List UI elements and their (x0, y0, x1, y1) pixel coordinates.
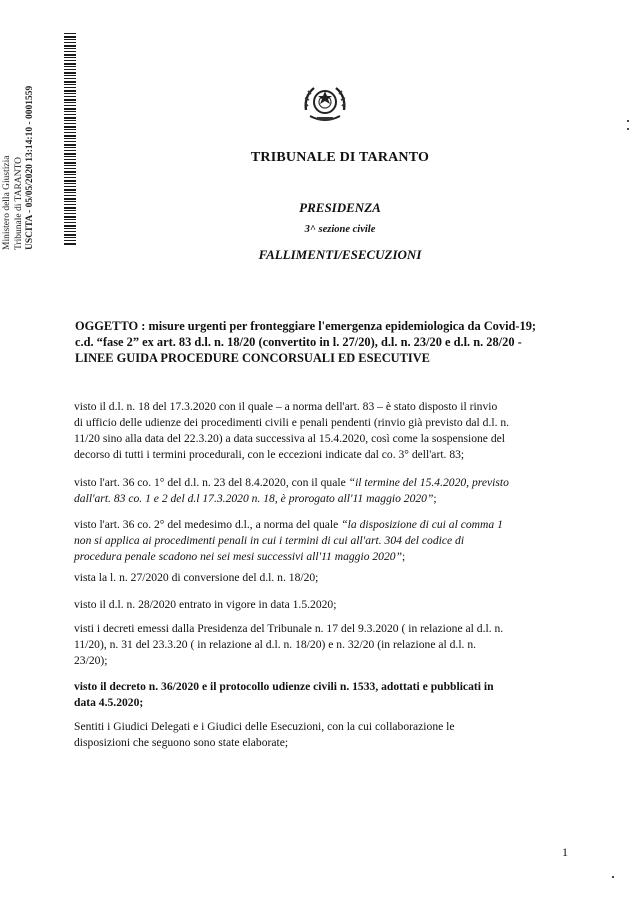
court-name: TRIBUNALE DI TARANTO (250, 150, 430, 165)
text-line: 23/20); (74, 654, 108, 667)
text-line: visto il decreto n. 36/2020 e il protocollo udienze civili n. 1533, adottati e pubblicati in (74, 680, 494, 693)
text-line: visto il d.l. n. 18 del 17.3.2020 con il quale – a norma dell'art. 83 – è stato disposto il rinvio (74, 400, 498, 413)
text-line: non si applica ai procedimenti penali in cui i termini di cui all'art. 304 del codice di (74, 534, 465, 547)
text-line: disposizioni che seguono sono state elaborate; (74, 736, 289, 749)
stamp-line-3: USCITA - 05/05/2020 13:14:10 - 0001559 (25, 85, 36, 250)
text-run: visto l'art. 36 co. 1° del d.l. n. 23 del 8.4.2020, con il quale (74, 476, 349, 489)
text-line: vista la l. n. 27/2020 di conversione del d.l. n. 18/20; (74, 571, 319, 584)
text-run: ; (402, 550, 406, 563)
oggetto-line-3: LINEE GUIDA PROCEDURE CONCORSUALI ED ESECUTIVE (75, 351, 430, 365)
text-line (74, 517, 579, 533)
text-line (74, 475, 579, 491)
quote-text: dall'art. 83 co. 1 e 2 del d.l 17.3.2020 n. 18, è prorogato all'11 maggio 2020” (74, 492, 434, 505)
paragraph-decreto-36 (74, 679, 579, 711)
scan-speck (627, 120, 629, 122)
text-line (74, 549, 579, 565)
paragraph-dl28 (74, 597, 579, 613)
oggetto-line-2: c.d. “fase 2” ex art. 83 d.l. n. 18/20 (convertito in l. 27/20), d.l. n. 23/20 e d.l. n. 28/20 - (75, 335, 522, 349)
section-subheading: 3^ sezione civile (304, 224, 376, 235)
section-name: FALLIMENTI/ESECUZIONI (258, 247, 422, 262)
text-line: visto il d.l. n. 28/2020 entrato in vigore in data 1.5.2020; (74, 598, 337, 611)
text-line: di ufficio delle udienze dei procedimenti civili e penali pendenti (rinvio già previsto dal d.l. n. (74, 416, 510, 429)
oggetto-line-1: OGGETTO : misure urgenti per fronteggiare l'emergenza epidemiologica da Covid-19; (75, 319, 537, 333)
text-line: decorso di tutti i termini procedurali, con le eccezioni indicate dal co. 3° dell'art. 83; (74, 448, 465, 461)
text-run: visto l'art. 36 co. 2° del medesimo d.l., a norma del quale (74, 518, 342, 531)
text-line: 11/20), n. 31 del 23.3.20 ( in relazione al d.l. n. 18/20) e n. 32/20 (in relazione al d.l. n. (74, 638, 477, 651)
scan-speck (612, 876, 614, 878)
paragraph-dl18 (74, 399, 579, 463)
stamp-line-2: Tribunale di TARANTO (13, 156, 24, 250)
text-line: Sentiti i Giudici Delegati e i Giudici delle Esecuzioni, con la cui collaborazione le (74, 720, 455, 733)
text-line: data 4.5.2020; (74, 696, 144, 709)
quote-text: “il termine del 15.4.2020, previsto (348, 476, 509, 489)
paragraph-dl23-co2 (74, 517, 579, 565)
italian-republic-emblem-icon (300, 80, 350, 126)
paragraph-l27 (74, 570, 579, 586)
paragraph-sentiti (74, 719, 579, 751)
quote-text: procedura penale scadono nei sei mesi successivi all'11 maggio 2020” (74, 550, 403, 563)
barcode-icon (64, 33, 76, 245)
text-run: ; (433, 492, 437, 505)
paragraph-decreti (74, 621, 579, 669)
stamp-line-1: Ministero della Giustizia (2, 155, 12, 250)
paragraph-dl23-co1 (74, 475, 579, 507)
protocol-stamp (2, 40, 72, 250)
scan-speck (627, 128, 629, 130)
text-line: 11/20 sino alla data del 22.3.20) a data successiva al 15.4.2020, così come la sospensione del (74, 432, 506, 445)
page-number: 1 (562, 845, 568, 859)
text-line (74, 491, 579, 507)
quote-text: “la disposizione di cui al comma 1 (341, 518, 503, 531)
presidenza-heading: PRESIDENZA (299, 200, 381, 215)
oggetto-block (75, 318, 580, 366)
text-line: visti i decreti emessi dalla Presidenza del Tribunale n. 17 del 9.3.2020 ( in relazione al d.l. n. (74, 622, 504, 635)
